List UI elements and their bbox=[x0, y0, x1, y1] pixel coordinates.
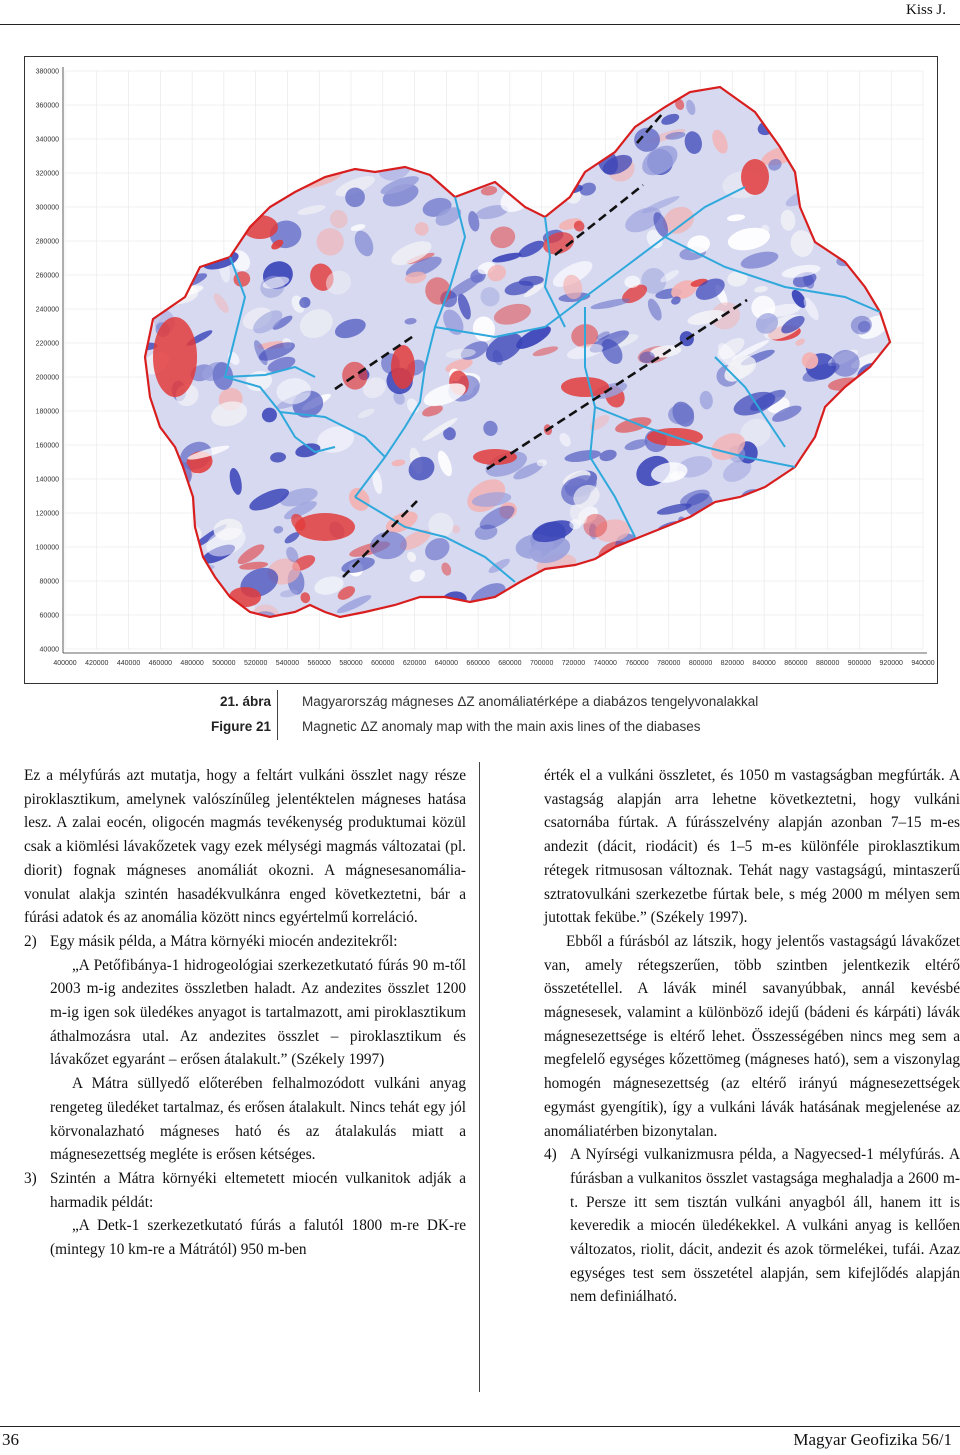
left-paragraph-1: Ez a mélyfúrás azt mutatja, hogy a feltárt vulkáni összlet nagy része piroklasztikum, amelynek valószínűleg jelentéktelen mágneses hatása lesz. A zalai eocén, oligocén magmás tevékenység produktumai közül csak a kiömlési lávakőzetek vagy ezek mélységi magmás változatai (pl. diorit) fognak mágneses anomáliát okozni. A mágnesesanomália-vonulat alakja szintén hasadékvulkánra enged következtetni, bár a fúrási adatok és az anomália között nincs egyértelmű korreláció. bbox=[24, 767, 466, 927]
list-item-2 bbox=[24, 930, 466, 954]
list-number-4: 4) bbox=[544, 1146, 557, 1164]
x-tick-label: 840000 bbox=[752, 660, 776, 667]
x-tick-label: 880000 bbox=[815, 660, 840, 667]
y-tick-label: 320000 bbox=[35, 170, 59, 178]
right-paragraph-2: Ebből a fúrásból az látszik, hogy jelentős vastagságú lávakőzet van, amely rétegszerűen, több szintben jelentkezik eltérő összetétellel. A lávák minél savanyúbbak, annál kevésbé mágnesesek, valamint a különböző idejű (bádeni és kárpáti) lávák mágnesezettsége is eltérő lehet. Összességében nincs meg sem a megfelelő egységes kőzettömeg (mágneses ható), sem a viszonylag homogén mágnesezettség (az eltérő irányú mágnesezettségek egymást gyengítik), így a vulkáni lávák hatásának megjelenése az anomáliatérben bizonytalan. bbox=[544, 932, 960, 1140]
x-tick-label: 400000 bbox=[53, 660, 77, 667]
x-tick-label: 620000 bbox=[402, 660, 427, 667]
x-tick-label: 460000 bbox=[148, 660, 173, 667]
caption-en-number: Figure 21 bbox=[210, 719, 271, 734]
caption-divider bbox=[277, 690, 278, 740]
y-tick-label: 240000 bbox=[35, 306, 59, 314]
y-tick-label: 60000 bbox=[39, 612, 59, 620]
column-divider bbox=[479, 762, 480, 1392]
y-tick-label: 120000 bbox=[35, 510, 59, 518]
caption-en-text: Magnetic ΔZ anomaly map with the main axis lines of the diabases bbox=[302, 719, 701, 734]
x-tick-label: 560000 bbox=[307, 660, 331, 667]
quote-petofibanya: „A Petőfibánya-1 hidrogeológiai szerkezetkutató fúrás 90 m-től 2003 m-ig andezites összletben haladt. Az andezites összlet 1200 m-ig igen sok üledékes anyagot is tartalmazott, ami piroklasztikum áthalmozásra utal. Az andezites összlet – piroklasztikum és lávakőzet egyaránt – erősen átalakult.” (Székely 1997) bbox=[50, 956, 466, 1069]
magnetic-anomaly-map bbox=[25, 57, 937, 683]
x-tick-label: 680000 bbox=[498, 660, 522, 667]
running-head-author: Kiss J. bbox=[905, 2, 946, 18]
list-number-3: 3) bbox=[24, 1169, 37, 1187]
caption-hu-number: 21. ábra bbox=[219, 694, 271, 709]
list-number-2: 2) bbox=[24, 932, 37, 950]
x-tick-label: 760000 bbox=[625, 660, 649, 667]
x-tick-label: 660000 bbox=[466, 660, 490, 667]
x-tick-label: 800000 bbox=[688, 660, 713, 667]
x-tick-label: 740000 bbox=[593, 660, 617, 667]
y-tick-label: 180000 bbox=[35, 408, 59, 416]
y-tick-label: 380000 bbox=[35, 68, 59, 76]
positive-anomaly bbox=[561, 377, 609, 397]
page-number: 36 bbox=[2, 1430, 19, 1449]
y-tick-label: 360000 bbox=[35, 102, 59, 110]
list-item-3 bbox=[24, 1167, 466, 1214]
positive-anomaly bbox=[153, 317, 197, 397]
y-tick-label: 340000 bbox=[35, 136, 59, 144]
y-tick-label: 220000 bbox=[35, 340, 59, 348]
x-tick-label: 580000 bbox=[339, 660, 363, 667]
bottom-rule bbox=[0, 1426, 960, 1427]
x-tick-label: 520000 bbox=[243, 660, 268, 667]
y-tick-label: 40000 bbox=[39, 646, 59, 654]
x-tick-label: 860000 bbox=[784, 660, 808, 667]
x-tick-label: 700000 bbox=[529, 660, 554, 667]
x-tick-label: 720000 bbox=[561, 660, 586, 667]
positive-anomaly bbox=[741, 159, 769, 195]
list-item-4 bbox=[544, 1143, 960, 1309]
y-tick-label: 200000 bbox=[35, 374, 59, 382]
positive-anomaly bbox=[391, 345, 415, 389]
list-item-3-text: Szintén a Mátra környéki eltemetett miocén vulkanitok adják a harmadik példát: bbox=[50, 1169, 466, 1211]
caption-hu-text: Magyarország mágneses ΔZ anomáliatérképe a diabázos tengelyvonalakkal bbox=[302, 694, 759, 709]
x-tick-label: 640000 bbox=[434, 660, 459, 667]
quote-detk: „A Detk-1 szerkezetkutató fúrás a falutól 1800 m-re DK-re (mintegy 10 km-re a Mátrától) 950 m-ben bbox=[50, 1217, 466, 1259]
positive-anomaly bbox=[295, 513, 355, 541]
y-tick-label: 100000 bbox=[35, 544, 59, 552]
left-column bbox=[24, 764, 466, 1262]
x-tick-label: 900000 bbox=[847, 660, 872, 667]
x-tick-label: 540000 bbox=[275, 660, 300, 667]
right-column bbox=[544, 764, 960, 1309]
y-tick-label: 140000 bbox=[35, 476, 59, 484]
x-tick-label: 780000 bbox=[657, 660, 681, 667]
x-tick-label: 600000 bbox=[371, 660, 395, 667]
y-tick-label: 160000 bbox=[35, 442, 59, 450]
top-rule bbox=[0, 24, 960, 25]
y-tick-label: 280000 bbox=[35, 238, 59, 246]
list-item-4-text: A Nyírségi vulkanizmusra példa, a Nagyecsed-1 mélyfúrás. A fúrásban a vulkanitos összlet vastagsága meghaladja a 2600 m-t. Persze itt sem tisztán vulkáni anyagból áll, hanem itt is keveredik a miocén üledékekkel. A vulkáni anyag is kellően változatos, riolit, dácit, andezit és azok törmelékei, tufái. Azaz egységes test sem összetétel alapján, sem kifejlődés alapján nem definiálható. bbox=[570, 1146, 960, 1306]
magnetic-anomaly-map-figure bbox=[24, 56, 938, 684]
right-paragraph-1: érték el a vulkáni összletet, és 1050 m vastagságban megfúrták. A vastagság alapján arra lehetne következtetni, hogy vulkáni csatornába fúrtak. A fúrásszelvény alapján azonban 7–15 m-es andezit (dácit, riodácit) és 1–5 m-es különféle piroklasztikum rétegek ritmusosan változnak. Tehát nagy vastagságú, mintaszerű sztratovulkáni szerkezetbe fúrtak bele, s még 2000 m mélyen sem jutottak fekübe.” (Székely 1997). bbox=[544, 767, 960, 927]
y-tick-label: 80000 bbox=[39, 578, 59, 586]
x-tick-label: 420000 bbox=[85, 660, 109, 667]
journal-name: Magyar Geofizika 56/1 bbox=[793, 1430, 952, 1449]
x-tick-label: 820000 bbox=[720, 660, 745, 667]
x-tick-label: 940000 bbox=[911, 660, 935, 667]
x-tick-label: 500000 bbox=[212, 660, 236, 667]
x-tick-label: 480000 bbox=[180, 660, 204, 667]
y-tick-label: 300000 bbox=[35, 204, 59, 212]
x-tick-label: 440000 bbox=[116, 660, 141, 667]
left-paragraph-matra: A Mátra süllyedő előterében felhalmozódott vulkáni anyag rengeteg üledéket tartalmaz, és erősen átalakult. Nincs tehát egy jól körvonalazható mágneses ható és az átalakulás miatt a mágnesezettség megléte is erősen kétséges. bbox=[50, 1075, 466, 1164]
x-tick-label: 920000 bbox=[879, 660, 903, 667]
list-item-2-text: Egy másik példa, a Mátra környéki miocén andezitekről: bbox=[50, 932, 398, 950]
positive-anomaly bbox=[473, 449, 517, 465]
y-tick-label: 260000 bbox=[35, 272, 59, 280]
